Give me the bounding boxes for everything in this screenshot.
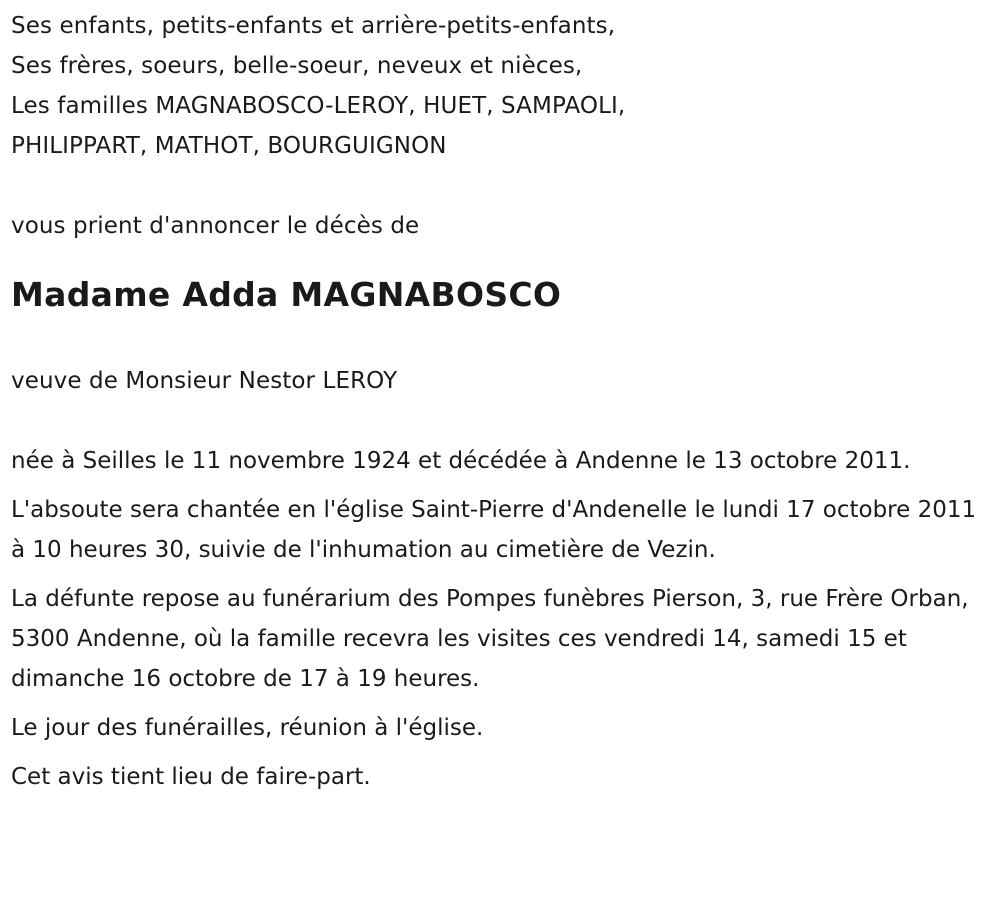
spacer xyxy=(11,317,986,361)
death-notice xyxy=(11,6,986,797)
announcement-text: vous prient d'annoncer le décès de xyxy=(11,213,420,239)
family-line: Les familles MAGNABOSCO-LEROY, HUET, SAMPAOLI, xyxy=(11,93,626,119)
family-list xyxy=(11,6,986,166)
family-line: Ses frères, soeurs, belle-soeur, neveux et nièces, xyxy=(11,53,583,79)
spacer xyxy=(11,246,986,272)
details-section xyxy=(11,441,986,797)
spacer xyxy=(11,166,986,206)
deceased-name: Madame Adda MAGNABOSCO xyxy=(11,275,562,314)
closing-paragraph: Cet avis tient lieu de faire-part. xyxy=(11,764,371,790)
funerarium-paragraph: La défunte repose au funérarium des Pompes funèbres Pierson, 3, rue Frère Orban, 5300 Andenne, où la famille recevra les visites ces vendredi 14, samedi 15 et dimanche 16 octobre de 17 à 19 heures. xyxy=(11,586,969,692)
family-line: Ses enfants, petits-enfants et arrière-petits-enfants, xyxy=(11,13,616,39)
spouse-text: veuve de Monsieur Nestor LEROY xyxy=(11,368,398,394)
family-line: PHILIPPART, MATHOT, BOURGUIGNON xyxy=(11,133,447,159)
birth-death-paragraph: née à Seilles le 11 novembre 1924 et décédée à Andenne le 13 octobre 2011. xyxy=(11,448,911,474)
spacer xyxy=(11,401,986,441)
meeting-paragraph: Le jour des funérailles, réunion à l'église. xyxy=(11,715,484,741)
ceremony-paragraph: L'absoute sera chantée en l'église Saint-Pierre d'Andenelle le lundi 17 octobre 2011 à 10 heures 30, suivie de l'inhumation au cimetière de Vezin. xyxy=(11,497,977,563)
